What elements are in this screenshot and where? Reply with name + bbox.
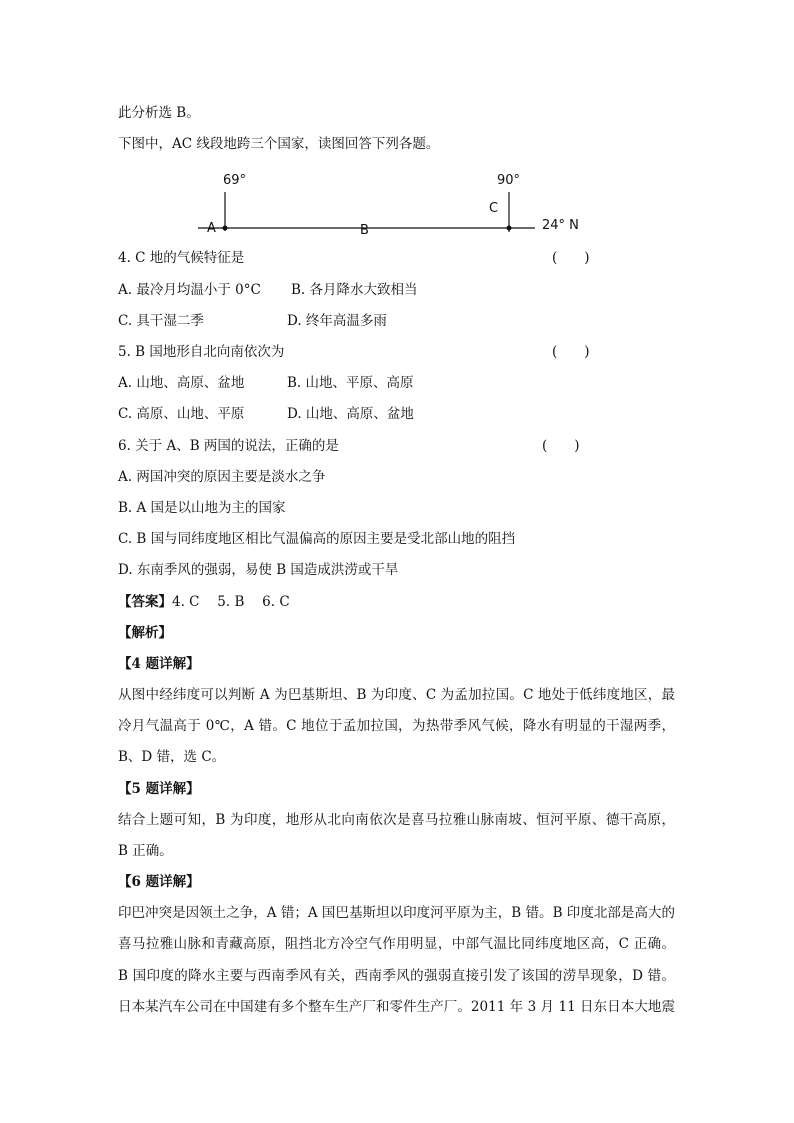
analysis-label: 【解析】 (118, 625, 172, 641)
question-intro: 下图中，AC 线段地跨三个国家，读图回答下列各题。 (118, 136, 440, 152)
question-6-option-b: B. A 国是以山地为主的国家 (118, 500, 286, 516)
question-5-option-b: B. 山地、平原、高原 (287, 375, 414, 391)
detail-5-label: 【5 题详解】 (118, 781, 200, 797)
detail-6-label: 【6 题详解】 (118, 874, 200, 890)
diagram-label-b: B (360, 223, 369, 238)
diagram-label-a: A (207, 221, 216, 236)
question-4-option-c: C. 具干湿二季 (118, 313, 204, 329)
detail-5-line-1: 结合上题可知，B 为印度，地形从北向南依次是喜马拉雅山脉南坡、恒河平原、德干高原， (118, 812, 675, 828)
question-4-option-d: D. 终年高温多雨 (287, 313, 387, 329)
diagram-point-c (507, 226, 512, 231)
answer-text: 4. C 5. B 6. C (172, 594, 290, 610)
detail-6-line-3: B 国印度的降水主要与西南季风有关，西南季风的强弱直接引发了该国的涝旱现象，D 错。 (118, 968, 675, 984)
detail-5-line-2: B 正确。 (118, 843, 173, 859)
detail-4-label: 【4 题详解】 (118, 656, 200, 672)
detail-4-line-3: B、D 错，选 C。 (118, 749, 226, 765)
question-5-option-c: C. 高原、山地、平原 (118, 406, 245, 422)
next-question-intro: 日本某汽车公司在中国建有多个整车生产厂和零件生产厂。2011 年 3 月 11 日东日本大地震 (118, 999, 675, 1015)
question-4-stem: 4. C 地的气候特征是 (118, 250, 245, 266)
question-4-option-b: B. 各月降水大致相当 (291, 282, 418, 298)
question-4-option-a: A. 最冷月均温小于 0°C (118, 282, 261, 298)
question-5-answer-blank: ( ) (552, 344, 590, 360)
question-4-answer-blank: ( ) (552, 250, 590, 266)
question-6-option-a: A. 两国冲突的原因主要是淡水之争 (118, 469, 326, 485)
question-6-option-d: D. 东南季风的强弱，易使 B 国造成洪涝或干旱 (118, 562, 399, 578)
detail-6-line-2: 喜马拉雅山脉和青藏高原，阻挡北方冷空气作用明显，中部气温比同纬度地区高，C 正确。 (118, 936, 675, 952)
detail-6-line-1: 印巴冲突是因领土之争，A 错；A 国巴基斯坦以印度河平原为主，B 错。B 印度北部是高大的 (118, 905, 675, 921)
question-6-option-c: C. B 国与同纬度地区相比气温偏高的原因主要是受北部山地的阻挡 (118, 531, 516, 547)
question-6-stem: 6. 关于 A、B 两国的说法，正确的是 (118, 438, 339, 454)
detail-4-line-2: 冷月气温高于 0℃，A 错。C 地位于孟加拉国，为热带季风气候，降水有明显的干湿两季， (118, 718, 675, 734)
question-5-stem: 5. B 国地形自北向南依次为 (118, 344, 285, 360)
answer-label: 【答案】 (118, 594, 172, 610)
question-5-option-d: D. 山地、高原、盆地 (287, 406, 414, 422)
question-6-answer-blank: ( ) (542, 438, 580, 454)
latitude-line-diagram (190, 164, 610, 244)
detail-4-line-1: 从图中经纬度可以判断 A 为巴基斯坦、B 为印度、C 为孟加拉国。C 地处于低纬度地区，最 (118, 687, 675, 703)
diagram-label-c: C (489, 201, 499, 216)
diagram-longitude-right: 90° (497, 173, 521, 188)
diagram-point-a (223, 226, 228, 231)
question-5-option-a: A. 山地、高原、盆地 (118, 375, 245, 391)
diagram-longitude-left: 69° (223, 173, 247, 188)
text-line-prev-analysis: 此分析选 B。 (118, 105, 200, 121)
diagram-latitude-label: 24° N (542, 218, 579, 233)
answer-row (118, 592, 290, 612)
